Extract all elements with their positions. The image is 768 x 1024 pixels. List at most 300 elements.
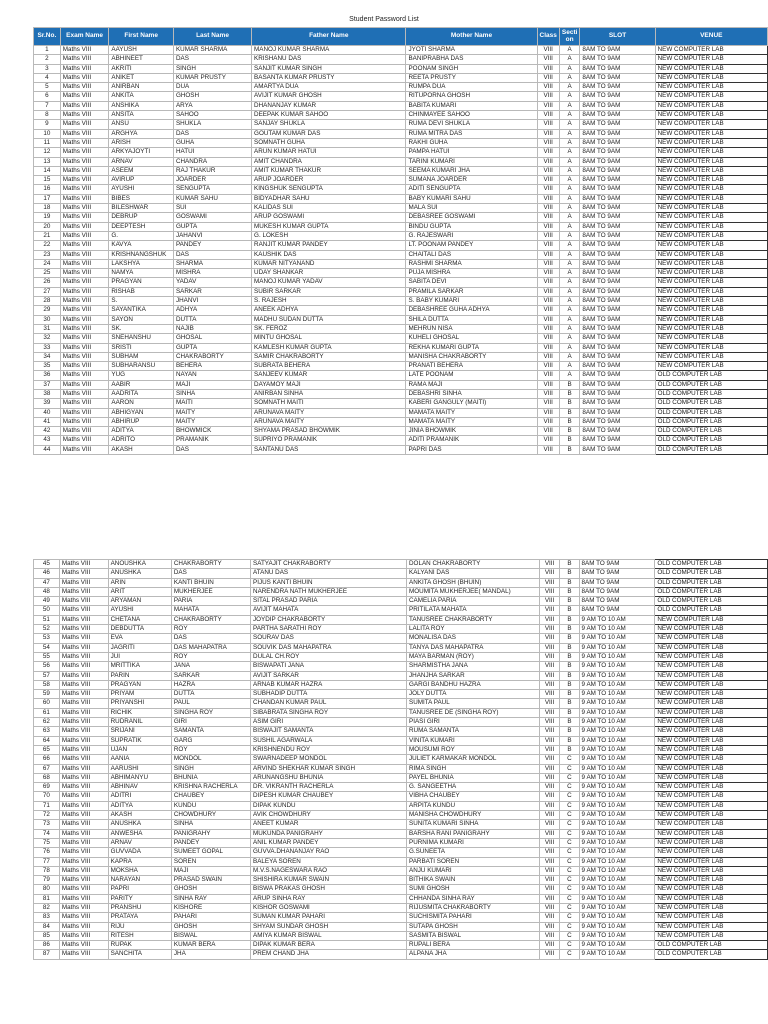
cell-first-name: ANUSHKA [108,569,171,578]
cell-first-name: ARIN [108,578,171,587]
cell-exam-name: Maths VIII [60,194,109,203]
table-row [34,259,768,268]
cell-mother-name: DEBASHREE GUHA ADHYA [406,306,537,315]
cell-slot: 9 AM TO 10 AM [579,615,655,624]
table-row [34,92,768,101]
cell-sr-no: 25 [34,269,61,278]
cell-venue: NEW COMPUTER LAB [655,241,767,250]
table-row [34,680,768,689]
table-row [34,241,768,250]
cell-sr-no: 51 [34,615,60,624]
cell-venue: OLD COMPUTER LAB [655,560,768,569]
cell-slot: 8AM TO 9AM [580,213,655,222]
cell-venue: OLD COMPUTER LAB [655,445,767,454]
table-row [34,820,768,829]
cell-sr-no: 42 [34,427,61,436]
cell-last-name: GOSWAMI [173,213,251,222]
cell-first-name: SUPRATIK [108,736,171,745]
cell-last-name: DAS [173,250,251,259]
cell-first-name: RUDRANIL [108,718,171,727]
table-row [34,913,768,922]
cell-venue: NEW COMPUTER LAB [655,297,767,306]
cell-class: VIII [539,560,560,569]
cell-sr-no: 43 [34,436,61,445]
cell-exam-name: Maths VIII [60,436,109,445]
table-row [34,204,768,213]
cell-section: A [559,362,580,371]
table-row [34,101,768,110]
cell-section: B [560,560,579,569]
cell-venue: NEW COMPUTER LAB [655,727,768,736]
cell-slot: 8AM TO 9AM [580,138,655,147]
cell-exam-name: Maths VIII [60,380,109,389]
cell-mother-name: REKHA KUMARI GUPTA [406,343,537,352]
cell-section: B [559,389,580,398]
cell-father-name: DIPAK KUMAR BERA [251,941,407,950]
cell-venue: OLD COMPUTER LAB [655,389,767,398]
cell-exam-name: Maths VIII [60,399,109,408]
cell-exam-name: Maths VIII [59,885,108,894]
cell-venue: NEW COMPUTER LAB [655,625,768,634]
cell-mother-name: RUMA SAMANTA [407,727,540,736]
cell-section: A [559,92,580,101]
cell-first-name: AKASH [108,811,171,820]
cell-mother-name: REETA PRUSTY [406,73,537,82]
cell-mother-name: PAYEL BHUNIA [407,773,540,782]
cell-exam-name: Maths VIII [60,83,109,92]
cell-slot: 8AM TO 9AM [580,408,655,417]
table-row [34,55,768,64]
table-row [34,783,768,792]
cell-exam-name: Maths VIII [59,876,108,885]
cell-venue: NEW COMPUTER LAB [655,73,767,82]
cell-father-name: MINTU GHOSAL [252,334,406,343]
cell-venue: NEW COMPUTER LAB [655,857,768,866]
cell-class: VIII [537,204,559,213]
cell-section: B [559,445,580,454]
cell-sr-no: 20 [34,222,61,231]
cell-sr-no: 8 [34,111,61,120]
cell-mother-name: RITUPORNA GHOSH [406,92,537,101]
cell-first-name: ARGHYA [109,129,174,138]
table-row [34,866,768,875]
cell-venue: NEW COMPUTER LAB [655,185,767,194]
cell-slot: 8AM TO 9AM [580,231,655,240]
cell-first-name: AAYUSH [109,46,174,55]
table-row [34,876,768,885]
cell-venue: NEW COMPUTER LAB [655,55,767,64]
cell-class: VIII [537,213,559,222]
cell-father-name: BISWAJIT SAMANTA [251,727,407,736]
cell-first-name: ARNAV [109,157,174,166]
cell-first-name: PRAGYAN [109,278,174,287]
cell-sr-no: 55 [34,652,60,661]
cell-slot: 9 AM TO 10 AM [579,671,655,680]
cell-section: B [559,417,580,426]
cell-sr-no: 40 [34,408,61,417]
cell-first-name: ANSHIKA [109,101,174,110]
cell-sr-no: 66 [34,755,60,764]
cell-slot: 8AM TO 9AM [580,111,655,120]
cell-first-name: AYUSHI [108,606,171,615]
cell-class: VIII [539,569,560,578]
cell-venue: NEW COMPUTER LAB [655,259,767,268]
cell-mother-name: JOLY DUTTA [407,690,540,699]
cell-sr-no: 36 [34,371,61,380]
cell-sr-no: 15 [34,176,61,185]
cell-venue: NEW COMPUTER LAB [655,931,768,940]
cell-mother-name: RUMPA DUA [406,83,537,92]
cell-last-name: KANTI BHUIN [171,578,250,587]
cell-section: A [559,166,580,175]
cell-mother-name: KALYANI DAS [407,569,540,578]
cell-exam-name: Maths VIII [60,343,109,352]
cell-slot: 9 AM TO 10 AM [579,662,655,671]
cell-last-name: DAS [173,129,251,138]
cell-exam-name: Maths VIII [60,408,109,417]
cell-last-name: DUA [173,83,251,92]
column-header-mother-name: Mother Name [406,28,537,46]
cell-venue: NEW COMPUTER LAB [655,783,768,792]
cell-class: VIII [537,111,559,120]
cell-father-name: SUBRATA BEHERA [252,362,406,371]
cell-last-name: BHOWMICK [173,427,251,436]
cell-venue: NEW COMPUTER LAB [655,138,767,147]
cell-slot: 9 AM TO 10 AM [579,876,655,885]
cell-exam-name: Maths VIII [59,699,108,708]
cell-sr-no: 28 [34,297,61,306]
cell-exam-name: Maths VIII [59,560,108,569]
cell-sr-no: 74 [34,829,60,838]
cell-mother-name: PAMPA HATUI [406,148,537,157]
cell-mother-name: BANIPRABHA DAS [406,55,537,64]
cell-venue: NEW COMPUTER LAB [655,222,767,231]
cell-mother-name: ADITI SENGUPTA [406,185,537,194]
table-row [34,903,768,912]
cell-exam-name: Maths VIII [60,371,109,380]
cell-class: VIII [537,101,559,110]
cell-first-name: BILESHWAR [109,204,174,213]
cell-slot: 8AM TO 9AM [580,55,655,64]
cell-exam-name: Maths VIII [59,745,108,754]
cell-last-name: SINHA RAY [171,894,250,903]
table-row [34,634,768,643]
table-row [34,129,768,138]
cell-exam-name: Maths VIII [60,176,109,185]
cell-venue: NEW COMPUTER LAB [655,708,768,717]
cell-last-name: DUTTA [173,315,251,324]
cell-first-name: ABHINEET [109,55,174,64]
cell-class: VIII [539,764,560,773]
cell-last-name: DAS [171,569,250,578]
cell-section: C [560,885,579,894]
cell-father-name: KRISHNENDU ROY [251,745,407,754]
cell-first-name: YUG [109,371,174,380]
cell-class: VIII [539,792,560,801]
cell-last-name: PANDEY [173,241,251,250]
cell-section: C [560,764,579,773]
cell-section: B [559,436,580,445]
cell-sr-no: 45 [34,560,60,569]
table-row [34,111,768,120]
cell-exam-name: Maths VIII [60,297,109,306]
cell-first-name: GUVVADA [108,848,171,857]
cell-father-name: ARUNAVA MAITY [252,408,406,417]
cell-venue: NEW COMPUTER LAB [655,643,768,652]
cell-first-name: RISHAB [109,287,174,296]
cell-last-name: JHANVI [173,297,251,306]
cell-sr-no: 21 [34,231,61,240]
cell-last-name: MAITY [173,417,251,426]
cell-venue: OLD COMPUTER LAB [655,380,767,389]
cell-sr-no: 71 [34,801,60,810]
cell-first-name: ADITRI [108,792,171,801]
cell-mother-name: TARINI KUMARI [406,157,537,166]
cell-father-name: SOMNATH MAITI [252,399,406,408]
cell-father-name: AVIJIT MAHATA [251,606,407,615]
cell-venue: NEW COMPUTER LAB [655,250,767,259]
cell-mother-name: CAMELIA PARIA [407,597,540,606]
cell-first-name: ABHIRUP [109,417,174,426]
cell-mother-name: SHILA DUTTA [406,315,537,324]
cell-first-name: AANIA [108,755,171,764]
cell-last-name: GARG [171,736,250,745]
cell-class: VIII [537,315,559,324]
cell-section: C [560,838,579,847]
cell-section: C [560,941,579,950]
table-row [34,343,768,352]
cell-slot: 8AM TO 9AM [580,306,655,315]
cell-sr-no: 60 [34,699,60,708]
cell-section: B [560,727,579,736]
cell-mother-name: KUHELI GHOSAL [406,334,537,343]
cell-section: A [559,315,580,324]
cell-section: B [560,606,579,615]
cell-slot: 8AM TO 9AM [580,324,655,333]
cell-venue: NEW COMPUTER LAB [655,662,768,671]
cell-section: C [560,876,579,885]
cell-slot: 8AM TO 9AM [580,46,655,55]
cell-mother-name: SUMI GHOSH [407,885,540,894]
cell-first-name: ASEEM [109,166,174,175]
table-row [34,408,768,417]
cell-last-name: BISWAL [171,931,250,940]
cell-father-name: KINGSHUK SENGUPTA [252,185,406,194]
cell-sr-no: 1 [34,46,61,55]
cell-exam-name: Maths VIII [59,718,108,727]
cell-first-name: S. [109,297,174,306]
cell-section: A [559,231,580,240]
cell-section: A [559,352,580,361]
cell-section: C [560,829,579,838]
cell-first-name: PRANSHU [108,903,171,912]
cell-father-name: KRISHANU DAS [252,55,406,64]
cell-father-name: SUSHIL AGARWALA [251,736,407,745]
cell-first-name: RITESH [108,931,171,940]
cell-slot: 8AM TO 9AM [580,287,655,296]
cell-class: VIII [539,680,560,689]
cell-first-name: AVIRUP [109,176,174,185]
cell-section: A [559,157,580,166]
cell-venue: NEW COMPUTER LAB [655,913,768,922]
cell-slot: 9 AM TO 10 AM [579,634,655,643]
cell-section: A [559,278,580,287]
table-row [34,941,768,950]
page-title: Student Password List [349,16,419,23]
cell-class: VIII [537,231,559,240]
cell-father-name: AVIK CHOWDHURY [251,811,407,820]
cell-section: A [559,222,580,231]
column-header-first-name: First Name [109,28,174,46]
cell-venue: NEW COMPUTER LAB [655,885,768,894]
cell-venue: NEW COMPUTER LAB [655,922,768,931]
cell-slot: 9 AM TO 10 AM [579,950,655,959]
cell-class: VIII [539,652,560,661]
cell-exam-name: Maths VIII [60,55,109,64]
cell-section: A [559,148,580,157]
cell-last-name: SOREN [171,857,250,866]
cell-venue: NEW COMPUTER LAB [655,829,768,838]
table-row [34,46,768,55]
cell-sr-no: 5 [34,83,61,92]
cell-slot: 9 AM TO 10 AM [579,922,655,931]
table-row [34,380,768,389]
table-row [34,278,768,287]
cell-first-name: ADITYA [109,427,174,436]
cell-first-name: ARNAV [108,838,171,847]
cell-class: VIII [539,578,560,587]
cell-section: A [559,46,580,55]
cell-sr-no: 3 [34,64,61,73]
cell-father-name: MANOJ KUMAR SHARMA [252,46,406,55]
cell-slot: 8AM TO 9AM [580,389,655,398]
cell-class: VIII [537,334,559,343]
cell-venue: NEW COMPUTER LAB [655,671,768,680]
cell-first-name: ANSITA [109,111,174,120]
table-row [34,315,768,324]
cell-first-name: ANSU [109,120,174,129]
cell-slot: 8AM TO 9AM [579,578,655,587]
cell-mother-name: DOLAN CHAKRABORTY [407,560,540,569]
cell-exam-name: Maths VIII [60,185,109,194]
cell-exam-name: Maths VIII [60,129,109,138]
cell-last-name: KUMAR SAHU [173,194,251,203]
cell-class: VIII [539,615,560,624]
cell-slot: 9 AM TO 10 AM [579,718,655,727]
table-row [34,427,768,436]
cell-father-name: UDAY SHANKAR [252,269,406,278]
cell-class: VIII [539,773,560,782]
cell-venue: NEW COMPUTER LAB [655,213,767,222]
cell-father-name: BALEYA SOREN [251,857,407,866]
cell-first-name: AARUSHI [108,764,171,773]
cell-last-name: BHUNIA [171,773,250,782]
cell-venue: NEW COMPUTER LAB [655,820,768,829]
cell-mother-name: SEEMA KUMARI JHA [406,166,537,175]
cell-venue: NEW COMPUTER LAB [655,634,768,643]
cell-exam-name: Maths VIII [59,708,108,717]
cell-slot: 9 AM TO 10 AM [579,792,655,801]
cell-last-name: GIRI [171,718,250,727]
table-row [34,727,768,736]
cell-class: VIII [539,922,560,931]
cell-sr-no: 39 [34,399,61,408]
table-row [34,297,768,306]
cell-slot: 8AM TO 9AM [580,250,655,259]
cell-father-name: SAMIR CHAKRABORTY [252,352,406,361]
cell-slot: 9 AM TO 10 AM [579,848,655,857]
cell-mother-name: MAMATA MAITY [406,417,537,426]
cell-slot: 9 AM TO 10 AM [579,857,655,866]
cell-sr-no: 67 [34,764,60,773]
table-row [34,222,768,231]
cell-mother-name: RAMA MAJI [406,380,537,389]
table-row [34,718,768,727]
cell-father-name: ANEEK ADHYA [252,306,406,315]
cell-exam-name: Maths VIII [60,315,109,324]
cell-father-name: SIBABRATA SINGHA ROY [251,708,407,717]
cell-slot: 9 AM TO 10 AM [579,801,655,810]
table-row [34,569,768,578]
cell-sr-no: 58 [34,680,60,689]
cell-mother-name: PURNIMA KUMARI [407,838,540,847]
cell-exam-name: Maths VIII [59,680,108,689]
cell-sr-no: 22 [34,241,61,250]
cell-mother-name: PRITILATA MAHATA [407,606,540,615]
cell-section: B [560,625,579,634]
cell-father-name: M.V.S.NAGESWARA RAO [251,866,407,875]
cell-mother-name: RUMA MITRA DAS [406,129,537,138]
cell-father-name: SUBHADIP DUTTA [251,690,407,699]
cell-slot: 8AM TO 9AM [580,399,655,408]
cell-section: C [560,913,579,922]
table-row [34,306,768,315]
cell-sr-no: 38 [34,389,61,398]
cell-class: VIII [537,46,559,55]
table-row [34,615,768,624]
table-row [34,83,768,92]
cell-mother-name: MOUSUMI ROY [407,745,540,754]
cell-last-name: PANIGRAHY [171,829,250,838]
cell-father-name: JOYDIP CHAKRABORTY [251,615,407,624]
cell-exam-name: Maths VIII [60,259,109,268]
cell-class: VIII [539,643,560,652]
cell-sr-no: 53 [34,634,60,643]
cell-last-name: SAHOO [173,111,251,120]
cell-father-name: ARUNAVA MAITY [252,417,406,426]
cell-class: VIII [539,848,560,857]
cell-sr-no: 48 [34,587,60,596]
cell-father-name: AMIT CHANDRA [252,157,406,166]
cell-section: B [560,662,579,671]
cell-section: B [560,745,579,754]
cell-slot: 8AM TO 9AM [580,445,655,454]
cell-first-name: PARITY [108,894,171,903]
cell-section: A [559,269,580,278]
cell-last-name: CHAKRABORTY [171,615,250,624]
cell-father-name: SOMNATH GUHA [252,138,406,147]
cell-exam-name: Maths VIII [60,92,109,101]
cell-slot: 9 AM TO 10 AM [579,783,655,792]
cell-section: A [559,259,580,268]
cell-class: VIII [537,166,559,175]
cell-mother-name: PRAMILA SARKAR [406,287,537,296]
table-row [34,578,768,587]
cell-venue: NEW COMPUTER LAB [655,903,768,912]
cell-exam-name: Maths VIII [60,120,109,129]
cell-section: B [560,587,579,596]
cell-section: B [559,408,580,417]
